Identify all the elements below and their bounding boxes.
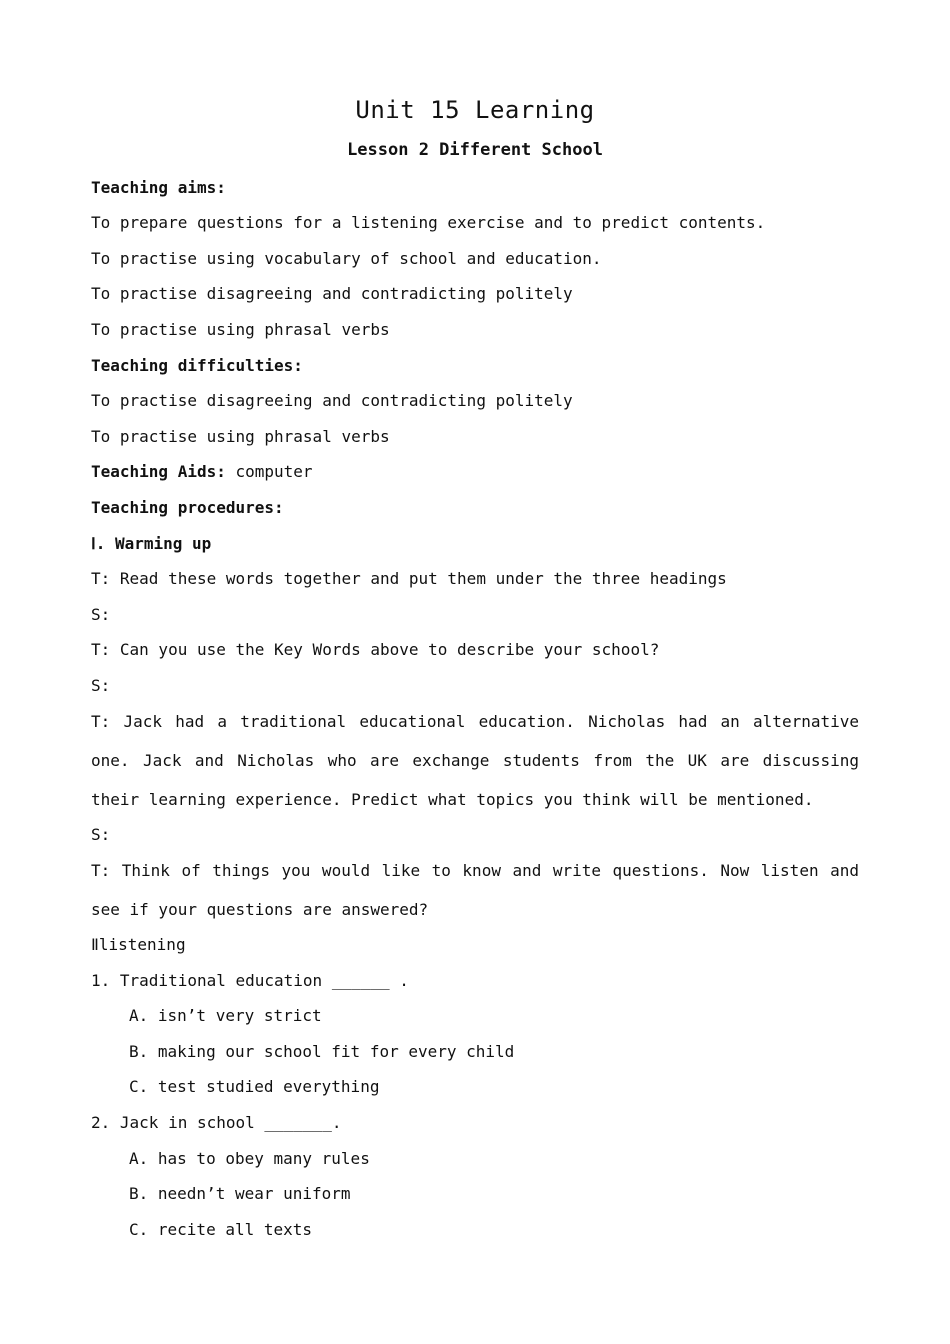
question-option: B. needn’t wear uniform — [129, 1184, 351, 1203]
student-line: S: — [91, 825, 111, 844]
warming-up-heading: Ⅰ. Warming up — [91, 534, 212, 553]
aim-item: To practise using phrasal verbs — [91, 320, 390, 339]
procedures-heading: Teaching procedures: — [91, 498, 284, 517]
lesson-subtitle: Lesson 2 Different School — [347, 140, 603, 160]
question-option: A. has to obey many rules — [129, 1149, 370, 1168]
aim-item: To practise disagreeing and contradicting politely — [91, 284, 573, 303]
aim-item: To prepare questions for a listening exercise and to predict contents. — [91, 213, 766, 232]
teacher-line: T: Can you use the Key Words above to describe your school? — [91, 640, 660, 659]
question-option: A. isn’t very strict — [129, 1006, 322, 1025]
question-option: C. recite all texts — [129, 1220, 313, 1239]
teacher-line: T: Read these words together and put them under the three headings — [91, 569, 727, 588]
difficulty-item: To practise using phrasal verbs — [91, 427, 390, 446]
question-stem: 1. Traditional education ______ . — [91, 971, 409, 990]
aids-value: computer — [225, 462, 313, 481]
teacher-paragraph: T: Think of things you would like to know and write questions. Now listen and see if your questions are answered? — [91, 861, 859, 919]
student-line: S: — [91, 676, 111, 695]
aids-label: Teaching Aids: — [91, 462, 226, 481]
difficulty-item: To practise disagreeing and contradicting politely — [91, 391, 573, 410]
aims-heading: Teaching aims: — [91, 178, 226, 197]
aids-line — [91, 460, 313, 484]
question-option: C. test studied everything — [129, 1077, 380, 1096]
student-line: S: — [91, 605, 111, 624]
aim-item: To practise using vocabulary of school and education. — [91, 249, 602, 268]
difficulties-heading: Teaching difficulties: — [91, 356, 303, 375]
question-option: B. making our school fit for every child — [129, 1042, 515, 1061]
teacher-paragraph: T: Jack had a traditional educational education. Nicholas had an alternative one. Jack and Nicholas who are exchange students from the UK are discussing their learning experience. Predict what topics you think will be mentioned. — [91, 712, 859, 809]
document-title: Unit 15 Learning — [355, 96, 595, 124]
listening-heading: Ⅱlistening — [91, 935, 186, 954]
question-stem: 2. Jack in school _______. — [91, 1113, 342, 1132]
